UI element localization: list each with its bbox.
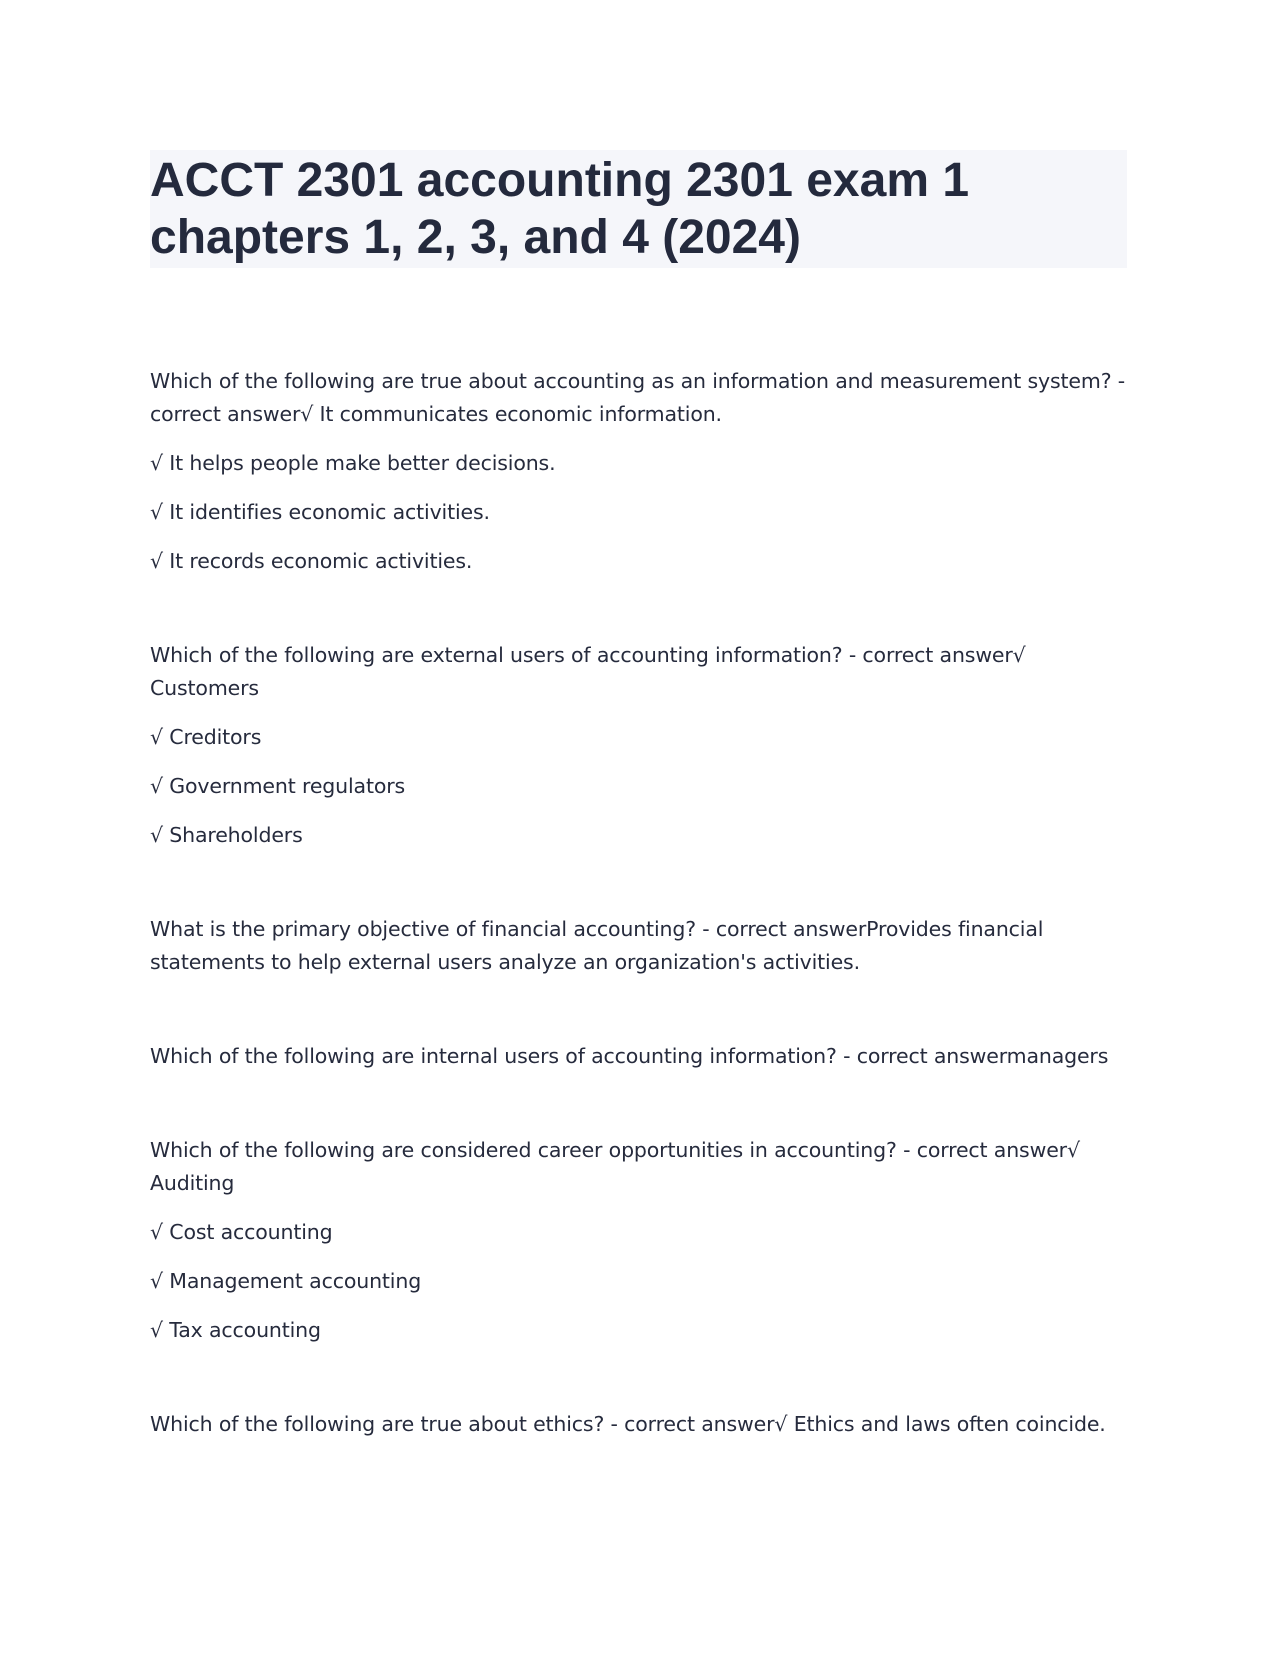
question-text: Which of the following are true about accounting as an information and measurement system? - correct answer√ It communicates economic information. bbox=[150, 369, 1126, 426]
answer-line: √ It identifies economic activities. bbox=[150, 500, 490, 524]
answer-line: √ It records economic activities. bbox=[150, 549, 473, 573]
question-text: Which of the following are external users of accounting information? - correct answer√ Customers bbox=[150, 643, 1026, 700]
answer-line: √ Cost accounting bbox=[150, 1220, 333, 1244]
qa-item bbox=[150, 365, 1127, 578]
question-text: Which of the following are internal users of accounting information? - correct answermanagers bbox=[150, 1044, 1109, 1068]
answer-line: √ Tax accounting bbox=[150, 1318, 321, 1342]
title-line-1: ACCT 2301 accounting 2301 exam 1 bbox=[150, 154, 970, 207]
title-block bbox=[150, 150, 1127, 268]
qa-list bbox=[150, 365, 1127, 1441]
document-title bbox=[150, 152, 1127, 266]
qa-item bbox=[150, 1408, 1127, 1441]
qa-item bbox=[150, 1040, 1127, 1073]
qa-item bbox=[150, 1134, 1127, 1347]
question-text: What is the primary objective of financial accounting? - correct answerProvides financial statements to help external users analyze an organization's activities. bbox=[150, 917, 1044, 974]
document-body bbox=[150, 150, 1127, 1441]
answer-line: √ It helps people make better decisions. bbox=[150, 451, 556, 475]
question-text: Which of the following are considered career opportunities in accounting? - correct answer√ Auditing bbox=[150, 1138, 1080, 1195]
qa-item bbox=[150, 639, 1127, 852]
question-text: Which of the following are true about ethics? - correct answer√ Ethics and laws often coincide. bbox=[150, 1412, 1106, 1436]
qa-item bbox=[150, 913, 1127, 979]
title-line-2: chapters 1, 2, 3, and 4 (2024) bbox=[150, 211, 801, 264]
answer-line: √ Government regulators bbox=[150, 774, 406, 798]
answer-line: √ Management accounting bbox=[150, 1269, 422, 1293]
answer-line: √ Shareholders bbox=[150, 823, 303, 847]
answer-line: √ Creditors bbox=[150, 725, 262, 749]
